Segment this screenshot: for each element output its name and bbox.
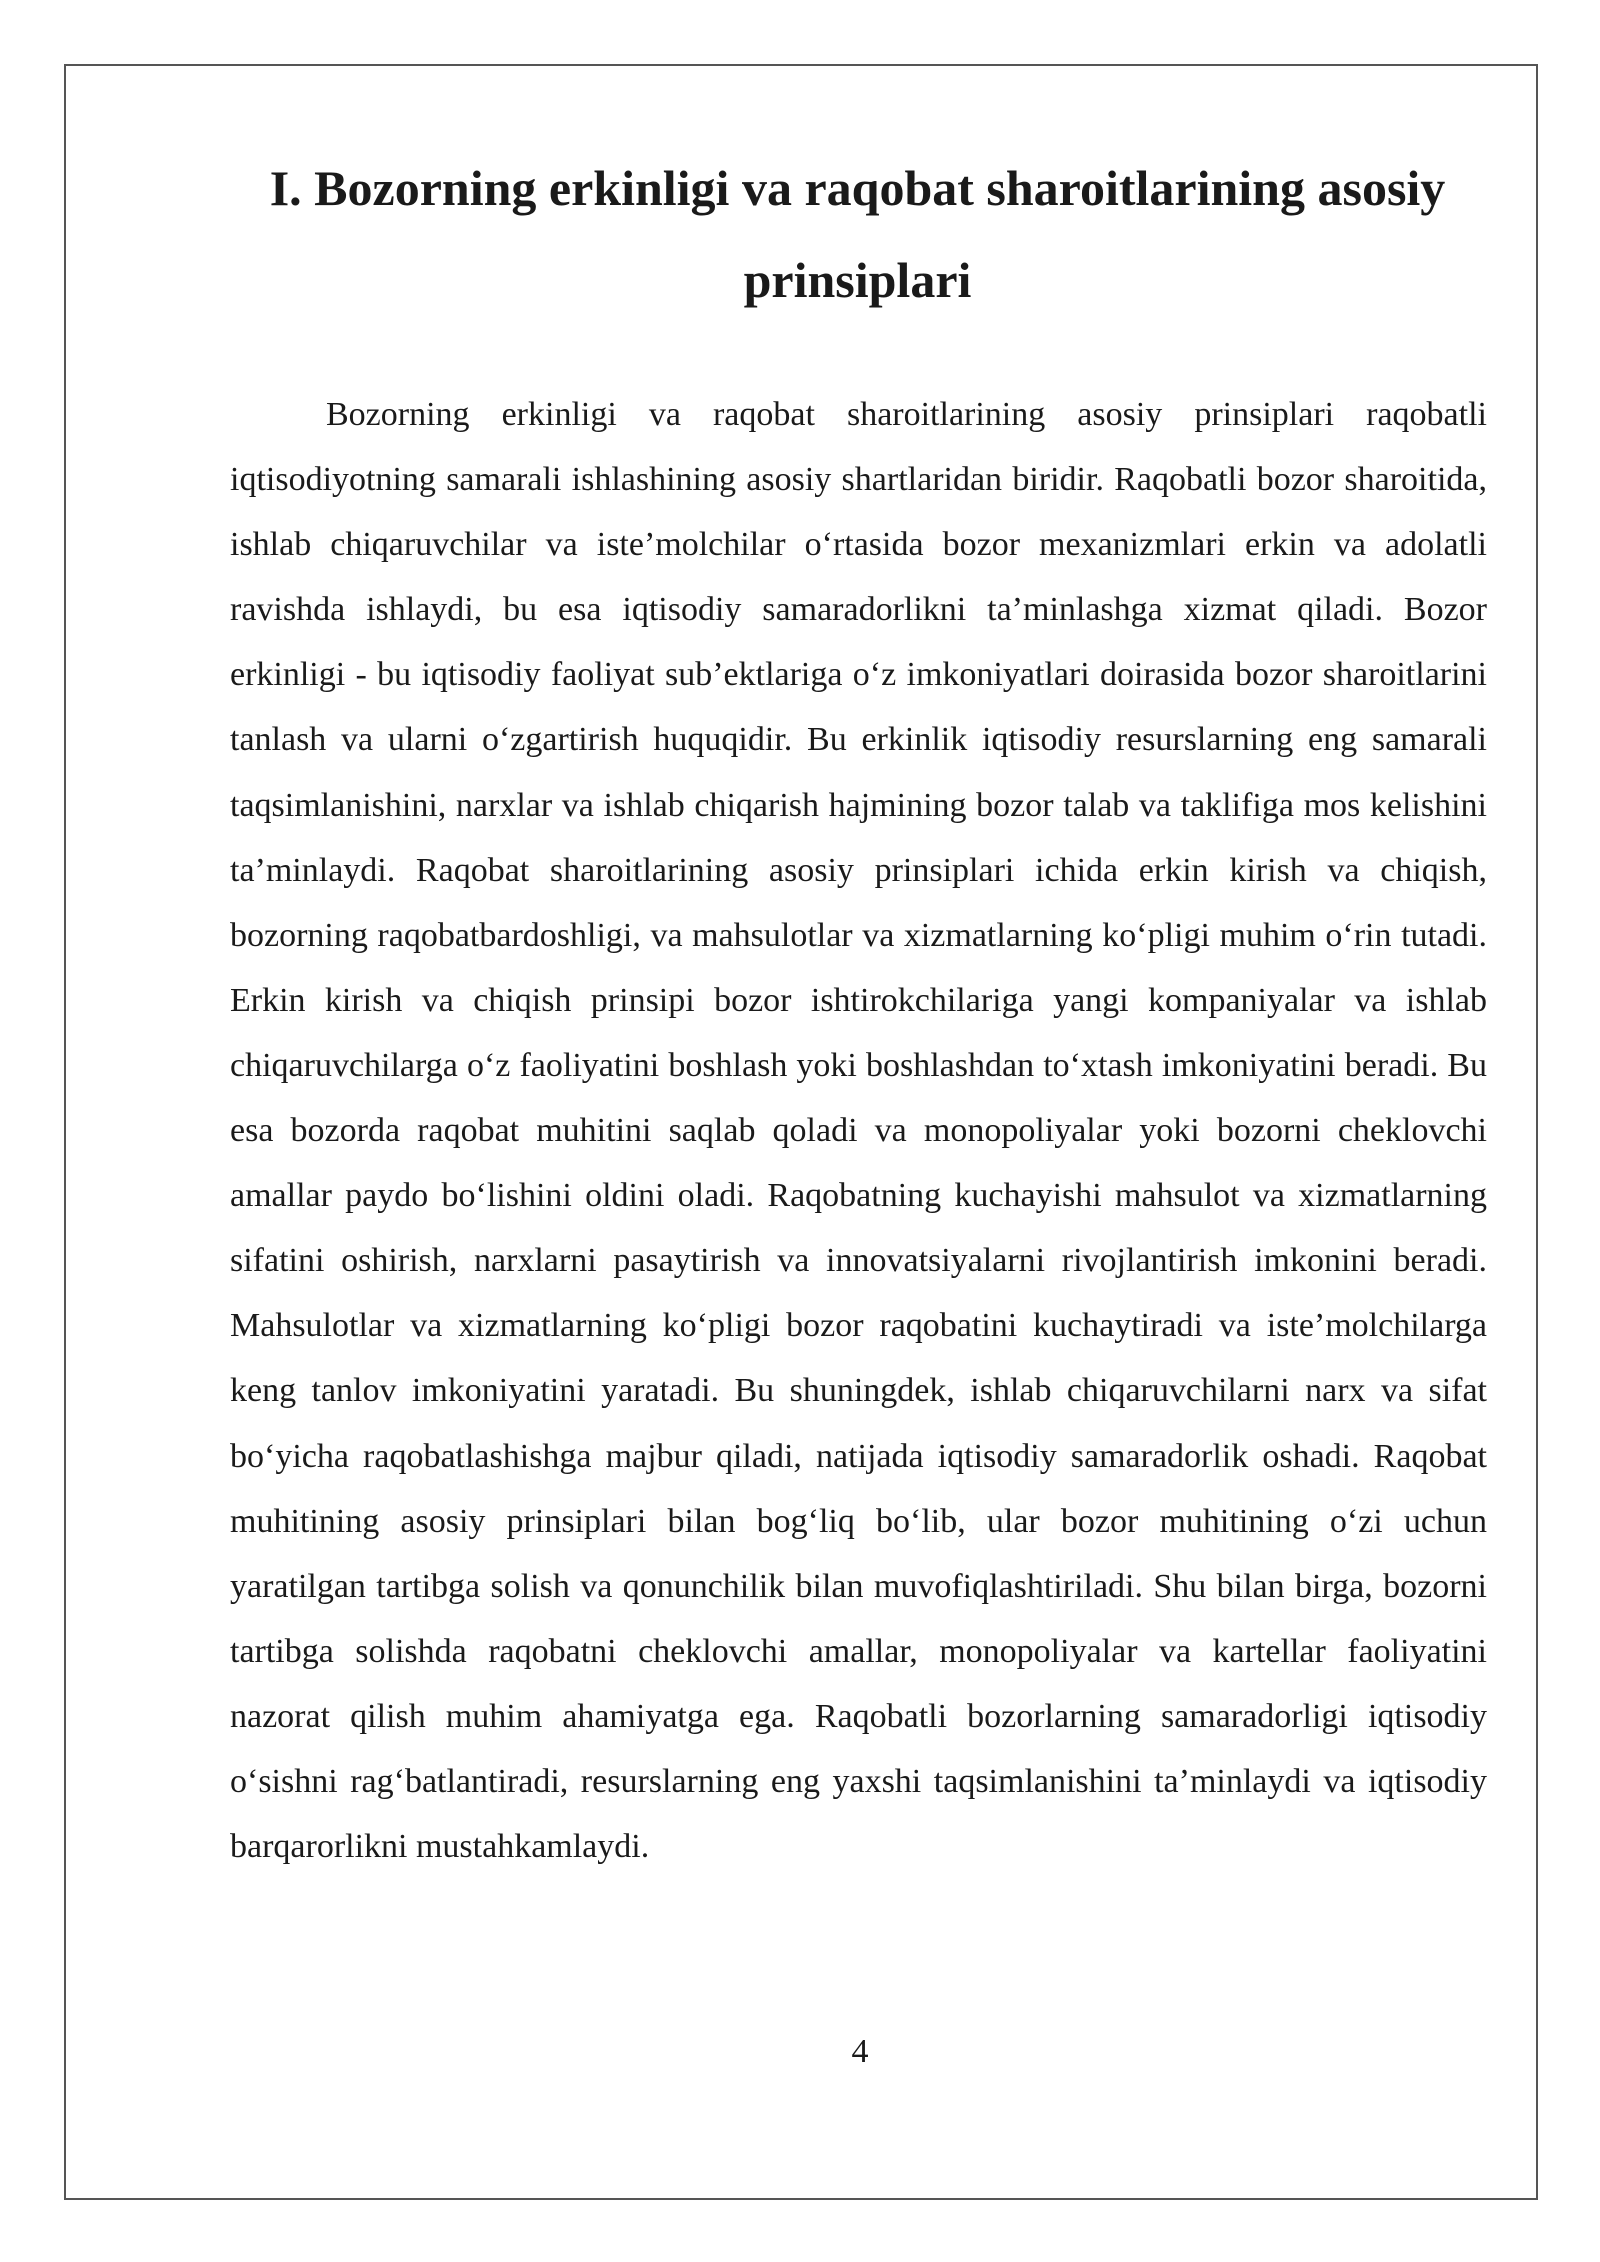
body-paragraph: Bozorning erkinligi va raqobat sharoitlarining asosiy prinsiplari raqobatli iqtisodiyotning samarali ishlashining asosiy shartlaridan biridir. Raqobatli bozor sharoitida, ishlab chiqaruvchilar va iste’molchilar o‘rtasida bozor mexanizmlari erkin va adolatli ravishda ishlaydi, bu esa iqtisodiy samaradorlikni ta’minlashga xizmat qiladi. Bozor erkinligi - bu iqtisodiy faoliyat sub’ektlariga o‘z imkoniyatlari doirasida bozor sharoitlarini tanlash va ularni o‘zgartirish huquqidir. Bu erkinlik iqtisodiy resurslarning eng samarali taqsimlanishini, narxlar va ishlab chiqarish hajmining bozor talab va taklifiga mos kelishini ta’minlaydi. Raqobat sharoitlarining asosiy prinsiplari ichida erkin kirish va chiqish, bozorning raqobatbardoshligi, va mahsulotlar va xizmatlarning ko‘pligi muhim o‘rin tutadi. Erkin kirish va chiqish prinsipi bozor ishtirokchilariga yangi kompaniyalar va ishlab chiqaruvchilarga o‘z faoliyatini boshlash yoki boshlashdan to‘xtash imkoniyatini beradi. Bu esa bozorda raqobat muhitini saqlab qoladi va monopoliyalar yoki bozorni cheklovchi amallar paydo bo‘lishini oldini oladi. Raqobatning kuchayishi mahsulot va xizmatlarning sifatini oshirish, narxlarni pasaytirish va innovatsiyalarni rivojlantirish imkonini beradi. Mahsulotlar va xizmatlarning ko‘pligi bozor raqobatini kuchaytiradi va iste’molchilarga keng tanlov imkoniyatini yaratadi. Bu shuningdek, ishlab chiqaruvchilarni narx va sifat bo‘yicha raqobatlashishga majbur qiladi, natijada iqtisodiy samaradorlik oshadi. Raqobat muhitining asosiy prinsiplari bilan bog‘liq bo‘lib, ular bozor muhitining o‘zi uchun yaratilgan tartibga solish va qonunchilik bilan muvofiqlashtiriladi. Shu bilan birga, bozorni tartibga solishda raqobatni cheklovchi amallar, monopoliyalar va kartellar faoliyatini nazorat qilish muhim ahamiyatga ega. Raqobatli bozorlarning samaradorligi iqtisodiy o‘sishni rag‘batlantiradi, resurslarning eng yaxshi taqsimlanishini ta’minlaydi va iqtisodiy barqarorlikni mustahkamlaydi. xyxy=(230,396,1487,1866)
page-number: 4 xyxy=(851,2033,869,2070)
page-title: I. Bozorning erkinligi va raqobat sharoitlarining asosiy prinsiplari xyxy=(269,160,1446,308)
